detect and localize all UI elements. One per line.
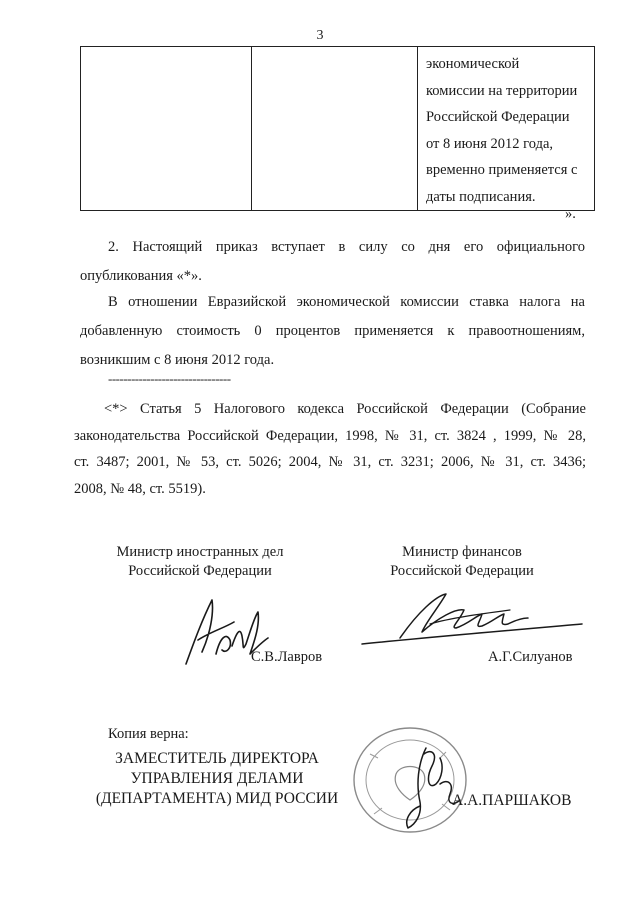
- table-cell-text: [418, 47, 595, 211]
- right-signatory-title: [372, 543, 552, 581]
- footnote-line: <*> Статья 5 Налогового кодекса Российской Федерации (Собрание: [104, 401, 586, 417]
- title-line: Министр иностранных дел: [116, 544, 284, 560]
- table-cell-line: Российской Федерации: [426, 109, 570, 125]
- page-number: 3: [316, 28, 324, 43]
- footnote-line: законодательства Российской Федерации, 1998, № 31, ст. 3824 , 1999, № 28,: [74, 427, 586, 444]
- copy-verified-label: Копия верна:: [108, 726, 189, 742]
- table-cell-line: от 8 июня 2012 года,: [426, 135, 554, 152]
- table-cell-empty-2: [252, 47, 418, 211]
- paragraph-3: [80, 288, 585, 375]
- table-cell-line: экономической: [426, 56, 520, 72]
- lavrov-name: С.В.Лавров: [251, 649, 323, 665]
- continued-table: [80, 46, 595, 211]
- paragraph-line: возникшим с 8 июня 2012 года.: [80, 352, 275, 368]
- paragraph-2: [80, 233, 585, 291]
- certifier-title-line: ЗАМЕСТИТЕЛЬ ДИРЕКТОРА: [115, 750, 319, 767]
- paragraph-line: добавленную стоимость 0 процентов применяется к правоотношениям,: [80, 323, 585, 339]
- siluanov-name: А.Г.Силуанов: [488, 649, 573, 665]
- certifier-name: А.А.ПАРШАКОВ: [452, 792, 572, 809]
- footnote-line: 2008, № 48, ст. 5519).: [74, 480, 206, 497]
- certifier-title-line: УПРАВЛЕНИЯ ДЕЛАМИ: [130, 770, 304, 787]
- table-cell-line: временно применяется с: [426, 162, 578, 178]
- footnote-line: ст. 3487; 2001, № 53, ст. 5026; 2004, № 31, ст. 3231; 2006, № 31, ст. 3436;: [74, 454, 586, 470]
- paragraph-line: 2. Настоящий приказ вступает в силу со дня его официального: [108, 239, 585, 255]
- footnote: [74, 396, 586, 502]
- table-cell-empty-1: [81, 47, 252, 211]
- certifier-title-line: (ДЕПАРТАМЕНТА) МИД РОССИИ: [95, 790, 339, 807]
- closing-quote: ».: [565, 206, 576, 222]
- title-line: Министр финансов: [402, 544, 522, 560]
- left-signatory-title: [110, 543, 290, 581]
- title-line: Российской Федерации: [390, 563, 534, 579]
- siluanov-signature-icon: [360, 588, 585, 650]
- title-line: Российской Федерации: [128, 563, 272, 579]
- table-cell-line: даты подписания.: [426, 188, 536, 205]
- certifier-title: [90, 749, 344, 809]
- paragraph-line: В отношении Евразийской экономической комиссии ставка налога на: [108, 294, 585, 310]
- footnote-separator: --------------------------------: [108, 371, 231, 386]
- table-cell-line: комиссии на территории: [426, 82, 578, 99]
- parshakov-signature-icon: [396, 744, 466, 836]
- paragraph-line: опубликования «*».: [80, 268, 202, 284]
